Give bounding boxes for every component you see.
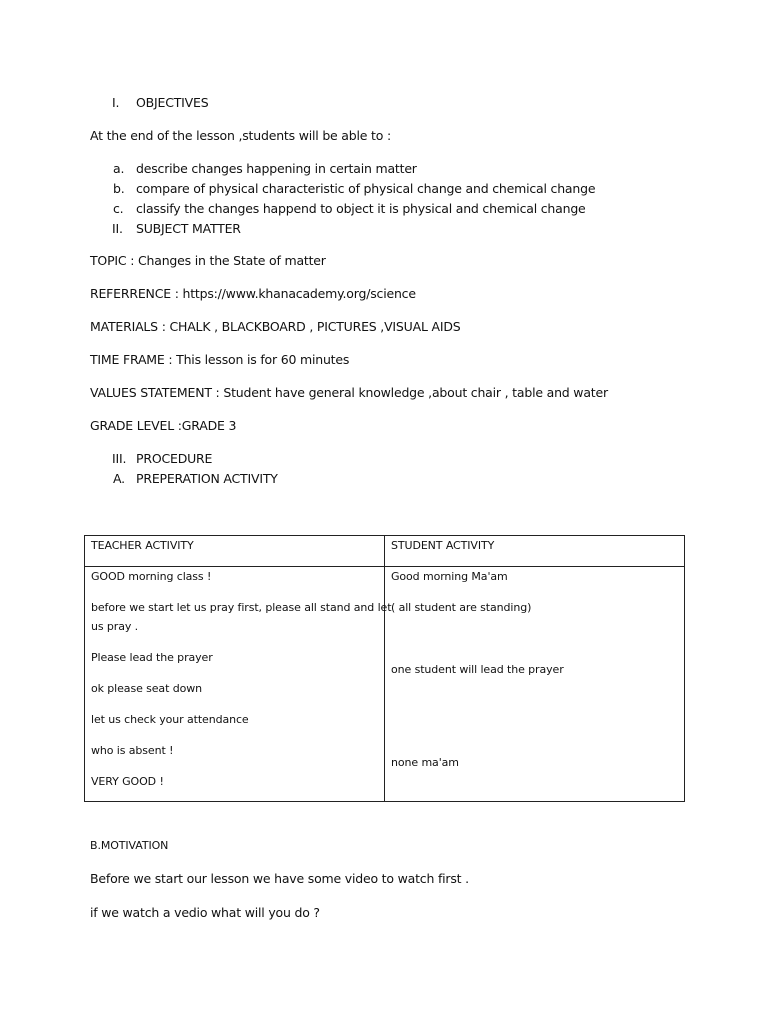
student-line: one student will lead the prayer bbox=[391, 663, 564, 676]
topic-line: TOPIC : Changes in the State of matter bbox=[90, 253, 326, 268]
time-frame-line: TIME FRAME : This lesson is for 60 minutes bbox=[90, 352, 350, 367]
motivation-line: if we watch a vedio what will you do ? bbox=[90, 905, 320, 920]
motivation-heading: B.MOTIVATION bbox=[90, 839, 169, 852]
activity-table bbox=[84, 535, 685, 802]
student-line: ( all student are standing) bbox=[391, 601, 532, 614]
student-line: Good morning Ma'am bbox=[391, 570, 508, 583]
teacher-line: who is absent ! bbox=[91, 744, 174, 757]
objective-text: compare of physical characteristic of physical change and chemical change bbox=[136, 181, 596, 196]
student-activity-header: STUDENT ACTIVITY bbox=[391, 539, 495, 552]
teacher-line: ok please seat down bbox=[91, 682, 202, 695]
objective-marker: c. bbox=[113, 201, 124, 216]
objective-marker: b. bbox=[113, 181, 125, 196]
teacher-line: before we start let us pray first, please all stand and let bbox=[91, 601, 392, 614]
motivation-line: Before we start our lesson we have some video to watch first . bbox=[90, 871, 469, 886]
preparation-title: PREPERATION ACTIVITY bbox=[136, 471, 278, 486]
procedure-title: PROCEDURE bbox=[136, 451, 213, 466]
objective-text: describe changes happening in certain matter bbox=[136, 161, 417, 176]
objectives-numeral: I. bbox=[112, 95, 120, 110]
preparation-marker: A. bbox=[113, 471, 125, 486]
teacher-line: Please lead the prayer bbox=[91, 651, 213, 664]
values-statement-line: VALUES STATEMENT : Student have general knowledge ,about chair , table and water bbox=[90, 385, 608, 400]
procedure-numeral: III. bbox=[112, 451, 127, 466]
teacher-line: let us check your attendance bbox=[91, 713, 249, 726]
objectives-title: OBJECTIVES bbox=[136, 95, 209, 110]
materials-line: MATERIALS : CHALK , BLACKBOARD , PICTURES ,VISUAL AIDS bbox=[90, 319, 461, 334]
subject-matter-numeral: II. bbox=[112, 221, 123, 236]
objectives-intro: At the end of the lesson ,students will be able to : bbox=[90, 128, 391, 143]
teacher-line: GOOD morning class ! bbox=[91, 570, 212, 583]
subject-matter-title: SUBJECT MATTER bbox=[136, 221, 241, 236]
teacher-line: us pray . bbox=[91, 620, 139, 633]
objective-marker: a. bbox=[113, 161, 125, 176]
teacher-activity-header: TEACHER ACTIVITY bbox=[91, 539, 194, 552]
table-column-divider bbox=[384, 536, 385, 801]
grade-level-line: GRADE LEVEL :GRADE 3 bbox=[90, 418, 237, 433]
teacher-line: VERY GOOD ! bbox=[91, 775, 164, 788]
objective-text: classify the changes happend to object it is physical and chemical change bbox=[136, 201, 586, 216]
reference-line: REFERRENCE : https://www.khanacademy.org/science bbox=[90, 286, 416, 301]
student-line: none ma'am bbox=[391, 756, 459, 769]
